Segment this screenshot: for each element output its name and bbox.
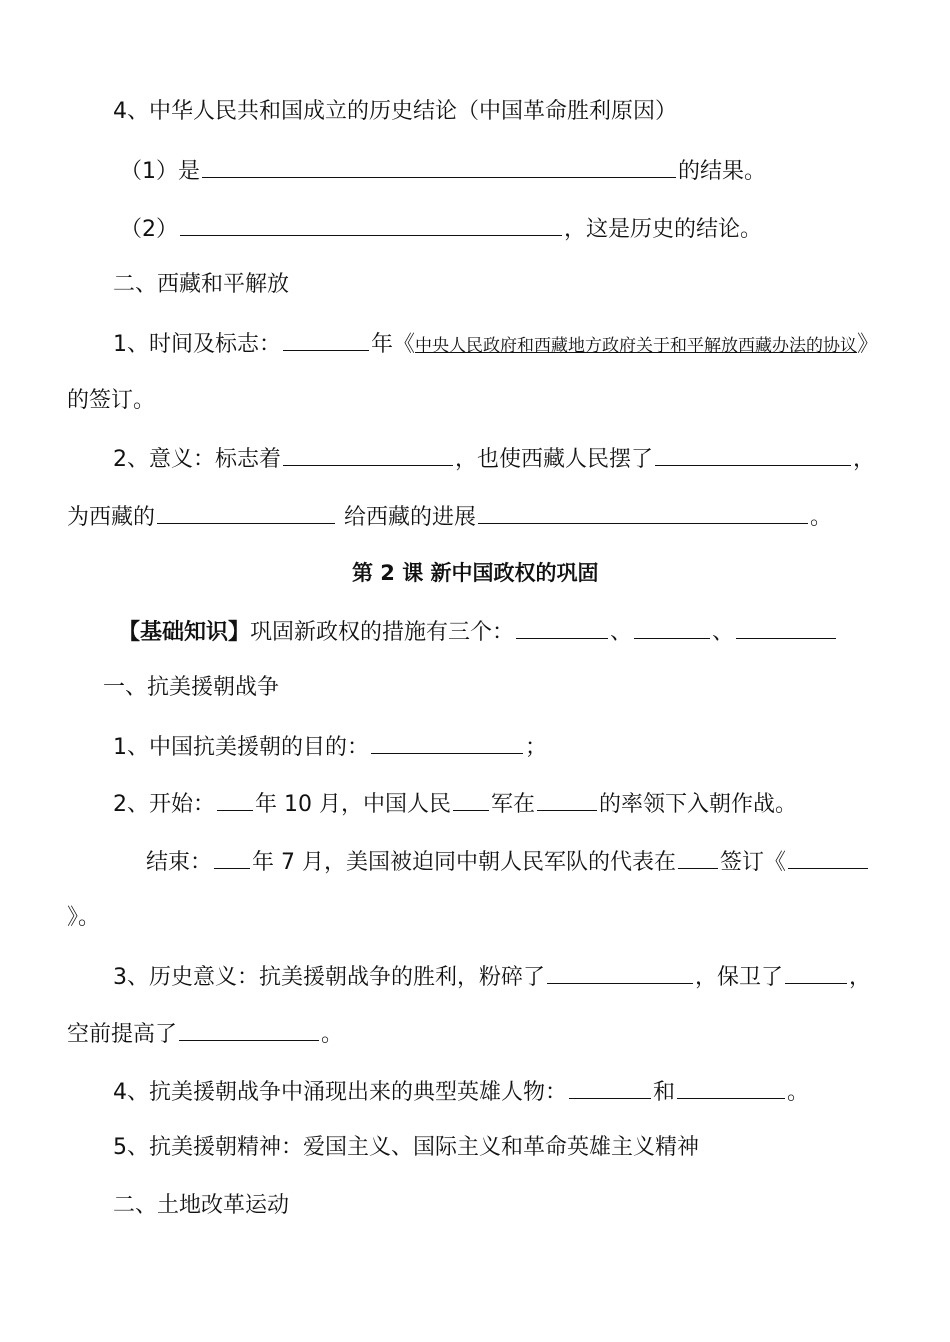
answer-blank[interactable] [179, 1018, 319, 1041]
answer-blank[interactable] [537, 788, 597, 811]
section-korea-heading: 一、抗美援朝战争 [103, 675, 280, 700]
item-4-2: （2） ，这是历史的结论。 [120, 213, 762, 245]
item-4-1: （1）是 的结果。 [120, 155, 766, 187]
answer-blank[interactable] [516, 616, 608, 639]
answer-blank[interactable] [157, 501, 335, 524]
korea-item-3: 3、历史意义：抗美援朝战争的胜利，粉碎了 ，保卫了 ， [113, 961, 871, 993]
korea-item-2-end: 结束： 年 7 月，美国被迫同中朝人民军队的代表在 签订《 [146, 846, 870, 878]
answer-blank[interactable] [214, 846, 250, 869]
korea-item-3-cont: 空前提高了 。 [67, 1018, 343, 1050]
korea-item-5: 5、抗美援朝精神：爱国主义、国际主义和革命英雄主义精神 [113, 1135, 699, 1160]
answer-blank[interactable] [283, 328, 369, 351]
answer-blank[interactable] [655, 443, 851, 466]
korea-item-2-end-cont: 》。 [67, 905, 101, 930]
answer-blank[interactable] [569, 1076, 651, 1099]
tibet-item-2: 2、意义：标志着 ，也使西藏人民摆了 ， [113, 443, 875, 475]
answer-blank[interactable] [453, 788, 489, 811]
answer-blank[interactable] [785, 961, 847, 984]
answer-blank[interactable] [478, 501, 808, 524]
korea-item-1: 1、中国抗美援朝的目的： ； [113, 731, 547, 763]
answer-blank[interactable] [634, 616, 710, 639]
answer-blank[interactable] [217, 788, 253, 811]
answer-blank[interactable] [788, 846, 868, 869]
answer-blank[interactable] [180, 213, 562, 236]
answer-blank[interactable] [547, 961, 693, 984]
answer-blank[interactable] [736, 616, 836, 639]
item-4-heading: 4、中华人民共和国成立的历史结论（中国革命胜利原因） [113, 99, 677, 124]
section-tibet-heading: 二、西藏和平解放 [113, 272, 290, 297]
lesson-title: 第 2 课 新中国政权的巩固 [352, 561, 599, 585]
basic-knowledge: 【基础知识】巩固新政权的措施有三个： 、 、 [118, 616, 838, 648]
tibet-item-1: 1、时间及标志： 年《中央人民政府和西藏地方政府关于和平解放西藏办法的协议》 [113, 328, 879, 361]
answer-blank[interactable] [283, 443, 453, 466]
answer-blank[interactable] [371, 731, 523, 754]
korea-item-2-start: 2、开始： 年 10 月，中国人民 军在 的率领下入朝作战。 [113, 788, 797, 820]
answer-blank[interactable] [202, 155, 676, 178]
answer-blank[interactable] [678, 846, 718, 869]
answer-blank[interactable] [677, 1076, 785, 1099]
tibet-item-1-cont: 的签订。 [67, 388, 156, 413]
tibet-item-2-cont: 为西藏的 给西藏的进展 。 [67, 501, 832, 533]
korea-item-4: 4、抗美援朝战争中涌现出来的典型英雄人物： 和 。 [113, 1076, 809, 1108]
section-land-reform-heading: 二、土地改革运动 [113, 1193, 290, 1218]
